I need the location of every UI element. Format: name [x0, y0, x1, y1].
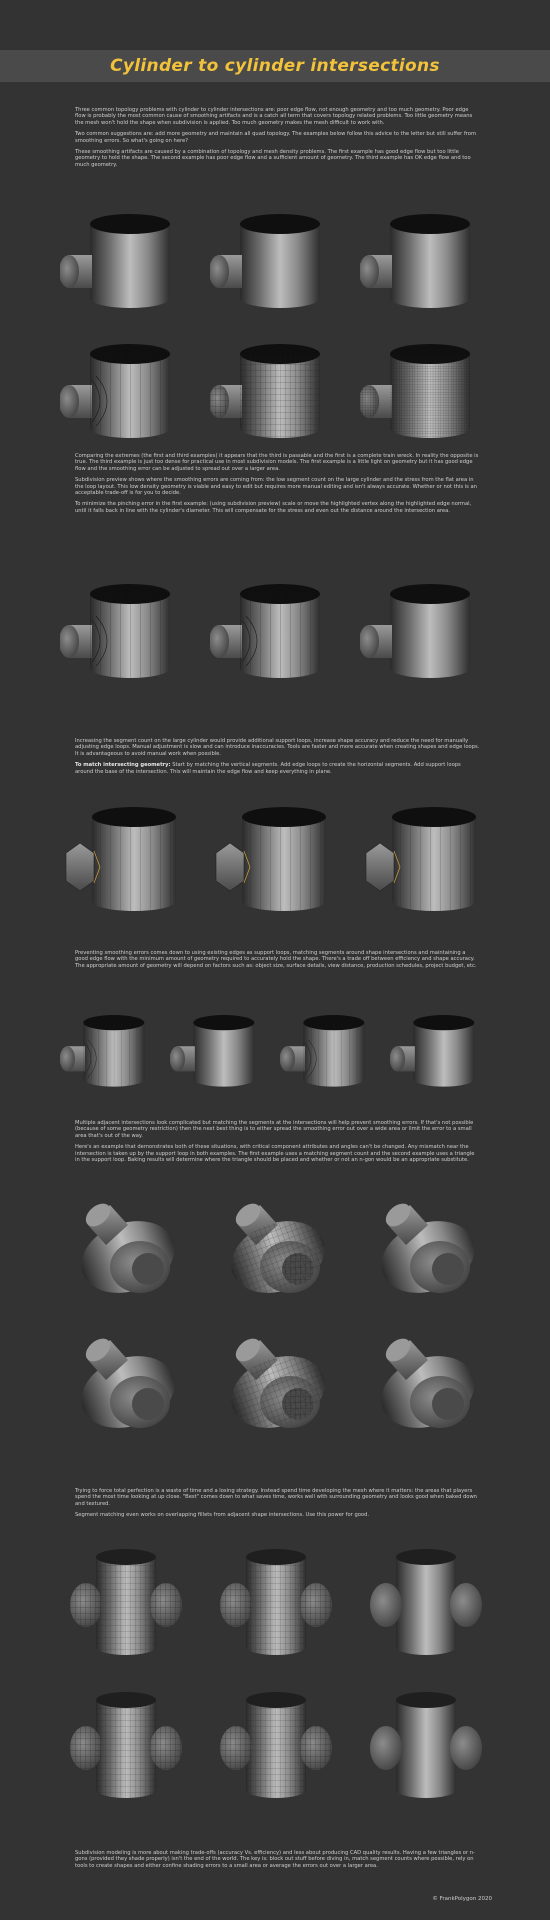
- cylinder-render: [210, 210, 340, 315]
- multi-cylinder-render: [60, 1195, 190, 1300]
- section-3-text: [75, 738, 480, 780]
- paragraph: Comparing the extremes (the first and third examples) it appears that the third is passable and the first is a complete train wreck. In reality the opposite is true. The third example is just too dense for practical use in most subdivision models. The first example is a little light on geometry but it has good edge flow and the smoothing error can be adjusted to spread out over a larger area.: [75, 453, 479, 472]
- render-row-small: [60, 1012, 490, 1092]
- hex-cylinder-render: [360, 805, 490, 920]
- section-5-text: [75, 1120, 480, 1168]
- cylinder-render: [170, 1012, 270, 1092]
- section-7-text: [75, 1850, 480, 1874]
- render-row-preview: [60, 580, 490, 685]
- paragraph: Two common suggestions are: add more geometry and maintain all quad topology. The examples below follow this advice to the letter but still suffer from smoothing errors. So what's going on here?: [75, 131, 477, 144]
- cylinder-wire-render: [210, 340, 340, 445]
- page-title: Cylinder to cylinder intersections: [110, 56, 440, 76]
- cylinder-wire-render: [60, 1012, 160, 1092]
- render-row-multi-b: [60, 1330, 490, 1435]
- render-row-multi-a: [60, 1195, 490, 1300]
- paragraph: Trying to force total perfection is a waste of time and a losing strategy. Instead spend time developing the mesh where it matters: the areas that players spend the most time looking at up close. "Best" comes down to what saves time, works well with surrounding geometry and looks good when baked down and textured.: [75, 1488, 478, 1507]
- cylinder-wire-render: [60, 340, 190, 445]
- section-6-text: [75, 1488, 480, 1524]
- render-row-cross-b: [60, 1690, 490, 1805]
- paragraph: To minimize the pinching error in the first example: (using subdivision preview) scale or move the highlighted vertex along the highlighted edge normal, until it falls back in line with the cylinder's diameter. This will compensate for the stress and even out the distance around the intersection area.: [75, 501, 472, 514]
- copyright-credit: © FrankPolygon 2020: [432, 1896, 492, 1902]
- cylinder-wire-render: [280, 1012, 380, 1092]
- render-row-cross-a: [60, 1547, 490, 1662]
- cylinder-render: [360, 210, 490, 315]
- multi-cylinder-render: [210, 1330, 340, 1435]
- cross-cylinder-render: [210, 1690, 340, 1805]
- multi-cylinder-render: [60, 1330, 190, 1435]
- paragraph: Segment matching even works on overlapping fillets from adjacent shape intersections. Use this power for good.: [75, 1512, 370, 1519]
- multi-cylinder-render: [360, 1195, 490, 1300]
- paragraph: [75, 762, 480, 775]
- multi-cylinder-render: [360, 1330, 490, 1435]
- paragraph: Increasing the segment count on the large cylinder would provide additional support loops, increase shape accuracy and reduce the need for manually adjusting edge loops. Manual adjustment is slow and can introduce inaccuracies. Tools are faster and more accurate when creating shapes and edge loops. It is advantageous to avoid manual work when possible.: [75, 738, 480, 757]
- cross-cylinder-render: [210, 1547, 340, 1662]
- section-2-text: [75, 453, 480, 519]
- render-row-hex: [60, 805, 490, 920]
- cross-cylinder-render: [360, 1547, 490, 1662]
- render-row-smooth: [60, 210, 490, 315]
- cylinder-render: [60, 210, 190, 315]
- cylinder-wire-render: [210, 580, 340, 685]
- paragraph: Subdivision modeling is more about making trade-offs (accuracy Vs. efficiency) and less about producing CAD quality results. Having a few triangles or n-gons (provided they shade properly) isn't the end of the world. The key is: block out stuff before diving in, match segment counts where possible, rely on tools to create shapes and either confine shading errors to a small area or average the errors out over a larger area.: [75, 1850, 475, 1869]
- section-4-text: [75, 950, 480, 974]
- paragraph: Three common topology problems with cylinder to cylinder intersections are: poor edge flow, not enough geometry and too much geometry. Poor edge flow is probably the most common cause of smoothing artifacts and is a catch all term that covers topology related problems. Too little geometry means the mesh won't hold the shape when subdivision is applied. Too much geometry makes the mesh difficult to work with.: [75, 107, 473, 126]
- render-row-wire: [60, 340, 490, 445]
- paragraph: Here's an example that demonstrates both of these situations, with critical component attributes and angles can't be changed. Any mismatch near the intersection is taken up by the support loop in both examples. The first example uses a matching segment count and the second example uses a triangle in the support loop. Baking results will determine where the triangle should be placed and whether or not an n-gon would be an appropriate substitute.: [75, 1144, 475, 1164]
- hex-cylinder-render: [210, 805, 340, 920]
- paragraph: Preventing smoothing errors comes down to using existing edges as support loops, matching segments around shape intersections and maintaining a good edge flow with the minimum amount of geometry required to accurately hold the shape. There's a trade off between efficiency and shape accuracy. The appropriate amount of geometry will depend on factors such as: object size, surface details, view distance, production schedules, project budget, etc.: [75, 950, 477, 969]
- cylinder-wire-render: [360, 340, 490, 445]
- cross-cylinder-render: [60, 1547, 190, 1662]
- paragraph: These smoothing artifacts are caused by a combination of topology and mesh density problems. The first example has good edge flow but too little geometry to hold the shape. The second example has poor edge flow and a sufficient amount of geometry. The third example has OK edge flow and too much geometry.: [75, 149, 471, 168]
- cross-cylinder-render: [360, 1690, 490, 1805]
- hex-cylinder-render: [60, 805, 190, 920]
- multi-cylinder-render: [210, 1195, 340, 1300]
- cylinder-wire-render: [60, 580, 190, 685]
- cylinder-render: [360, 580, 490, 685]
- title-bar: [0, 50, 550, 82]
- cylinder-render: [390, 1012, 490, 1092]
- bold-lead: To match intersecting geometry:: [75, 762, 171, 769]
- paragraph: Subdivision preview shows where the smoothing errors are coming from: the low segment count on the large cylinder and the stress from the flat area in the loop layout. This low density geometry is viable and easy to edit but requires more manual editing and isn't always accurate. Whether or not this is an acceptable trade-off is for you to decide.: [75, 477, 477, 497]
- intro-text: [75, 107, 480, 173]
- paragraph: Multiple adjacent intersections look complicated but matching the segments at the intersections will help prevent smoothing errors. If that's not possible (because of some geometry restriction) then the next best thing is to either spread the smoothing error out over a wide area or limit the error to a small area that's out of the way.: [75, 1120, 474, 1139]
- paragraph-rest: Start by matching the vertical segments. Add edge loops to create the horizontal segments. Add support loops around the base of the intersection. This will maintain the edge flow and keep everything in plane.: [75, 762, 461, 775]
- cross-cylinder-render: [60, 1690, 190, 1805]
